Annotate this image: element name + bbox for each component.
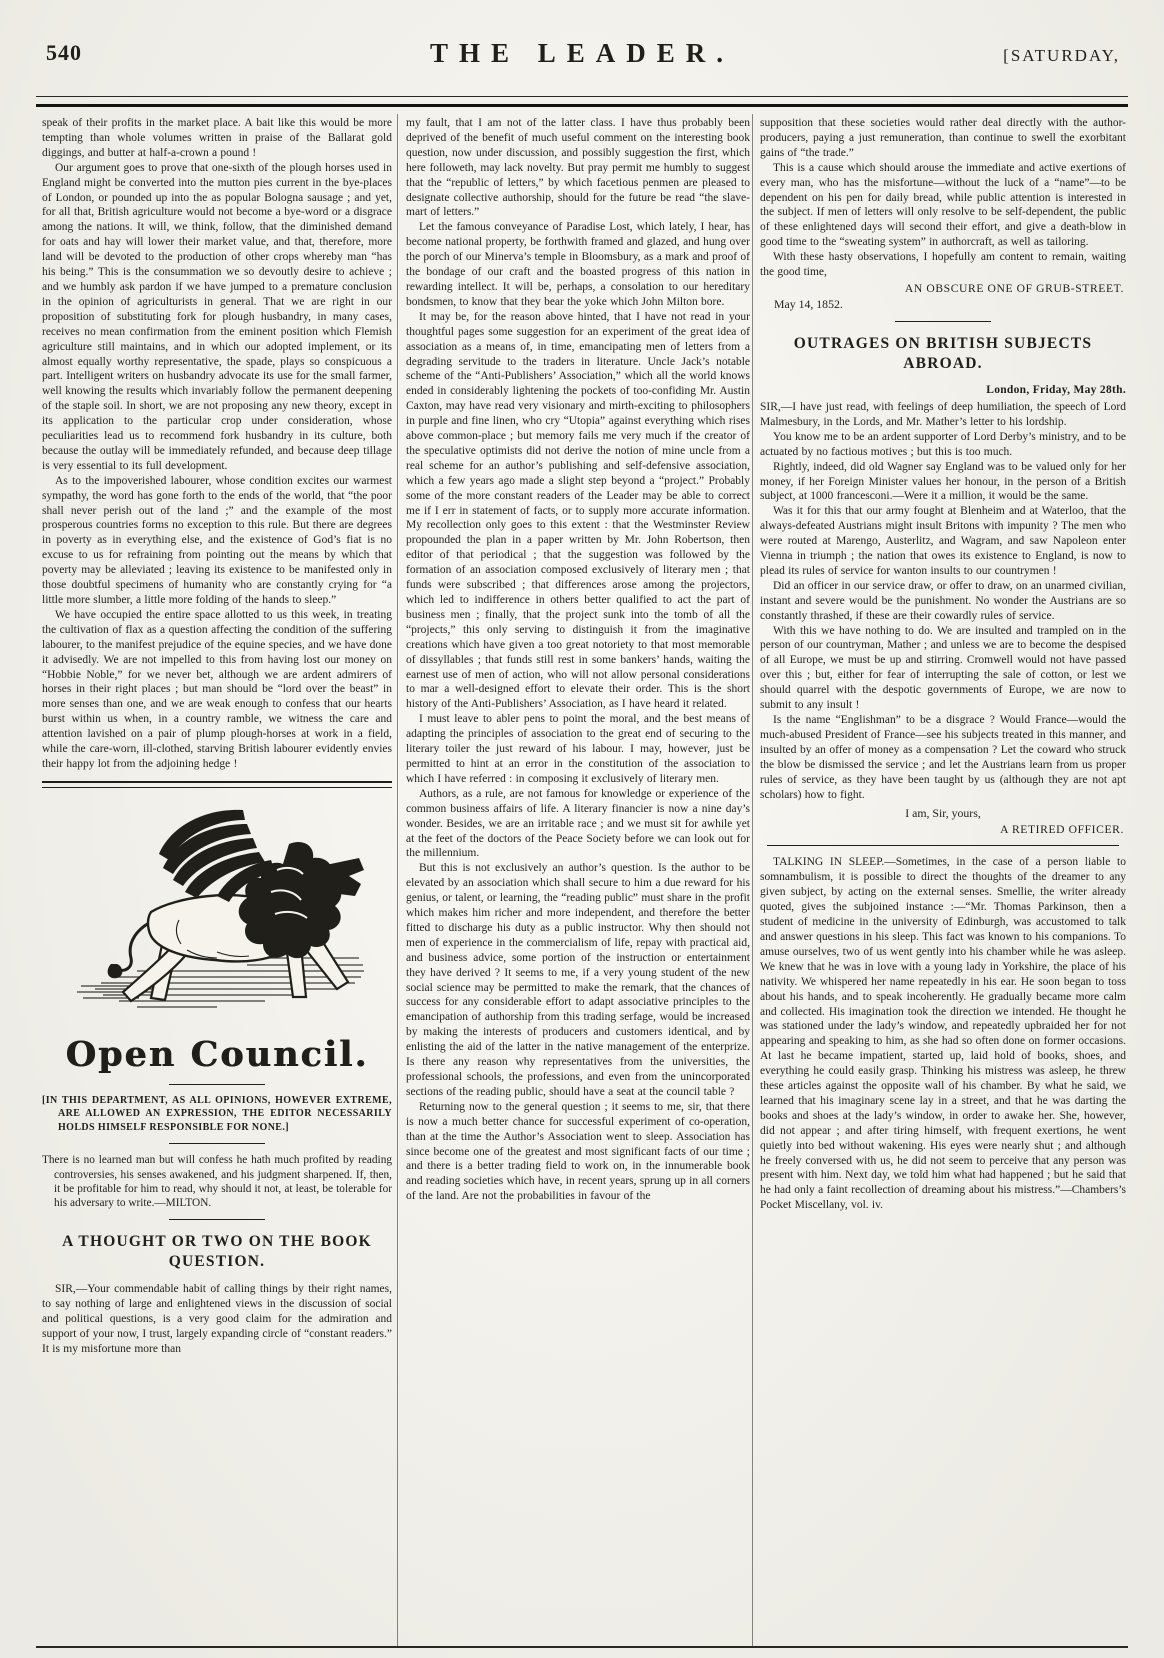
letter-date: May 14, 1852.	[774, 296, 843, 311]
letter-paragraph: Let the famous conveyance of Paradise Lost, which lately, I hear, has become national property, be forthwith framed and glazed, and hung over the porch of our Minerva’s temple in Bloomsbury, as a mark and proof of the bondage of our craft and the boasted progress of this nation in rewarding intellect. It will be, perhaps, a consolation to our hereditary bondsmen, to know that they bear the yoke which John Milton bore.	[406, 221, 750, 308]
letter-paragraph: Is the name “Englishman” to be a disgrace ? Would France—would the much-abused President of France—see his subjects treated in this manner, and insulted by an offer of money as a compensation ? Let the coward who struck the blow be dismissed the service ; and let the Austrians learn from us proper rules of service, as they have been taught by us (although they are not apt scholars) how to fight.	[760, 714, 1126, 801]
ornament-rule	[169, 1084, 265, 1085]
letter-paragraph: my fault, that I am not of the latter class. I have thus probably been deprived of the benefit of much useful comment on the interesting book question, now under discussion, and possibly suggestion the first, which here followeth, may lack novelty. But pray permit me humbly to suggest that the “republic of letters,” by which facetious penmen are pleased to designate collective authorship, should for the future be read “the slave-mart of letters.”	[406, 117, 750, 219]
letter-paragraph: SIR,—I have just read, with feelings of deep humiliation, the speech of Lord Malmesbury, in the Lords, and Mr. Mather’s letter to his lordship.	[760, 400, 1126, 428]
letter-paragraph: Did an officer in our service draw, or offer to draw, on an unarmed civilian, instant and severe would be the punishment. No wonder the Austrians are so constantly thrashed, if these are their cowardly rules of service.	[760, 579, 1126, 622]
letter-paragraph: But this is not exclusively an author’s question. Is the author to be elevated by an association which shall secure to him a due reward for his genius, or talent, or learning, the “reading public” must share in the profit which makes him richer and more independent, and therefore the better fitted to discharge his duty as a public instructor. Why then should not men of experience in the commercialism of life, repay with practical aid, and business advice, some portion of the instruction or entertainment they have derived ? It seems to me, if a very young student of the new social science may be permitted to make the remark, that the chances of success for any considerable effort to adapt associative principles to the emancipation of authorship from this trading serfage, would be increased by making the interests of producers and customers identical, and by enlisting the aid of the latter in the native management of the enterprize. Is there any reason why representatives from the universities, the professional schools, the professions, and even from the unincorporated sections of the reading public, should have a seat at the council table ?	[406, 862, 750, 1098]
letter-valediction: I am, Sir, yours,	[905, 806, 981, 821]
section-divider-rule	[42, 781, 392, 788]
newspaper-title: THE LEADER.	[429, 38, 735, 68]
page-bottom-rule	[36, 1646, 1128, 1648]
ornament-rule	[895, 321, 991, 322]
article-paragraph: speak of their profits in the market place. A bait like this would be more tempting than whole volumes written in praise of the Ballarat gold diggings, and butter at half-a-crown a pound !	[42, 117, 392, 159]
talking-in-sleep-item: TALKING IN SLEEP.—Sometimes, in the case of a person liable to somnambulism, it is possible to direct the thoughts of the dreamer to any given subject, by acting on the external senses. Smellie, the writer already quoted, gives the subjoined instance :—“Mr. Thomas Parkinson, then a student of medicine in the university of Edinburgh, was accustomed to talk and answer questions in his sleep. This fact was known to his companions. To amuse ourselves, two of us went gently into his chamber while he was asleep. We knew that he was in love with a young lady in Yorkshire, the place of his nativity. We whispered her name repeatedly in his ear. He soon began to toss about his hands, and to speak incoherently. He gradually became more calm and collected. His imagination took the direction we intended. He thought he was stationed under the lady’s window, and repeatedly upbraided her for not appearing and speaking to him, as she had so often done on former occasions. At last he became impatient, started up, laid hold of books, shoes, and everything he could easily grasp. Thinking his mistress was asleep, he threw these articles against the opposite wall of his chamber. By what he said, we learned that his imaginary scene lay in a street, and that he was darting the books and shoes at the lady’s window, in order to awake her. She, however, did not appear ; and after tiring himself, with frequent exertions, he went quietly into bed without wakening. His eyes were nearly shut ; and although he freely conversed with us, he did not seem to perceive that any person was present with him. Next day, we told him what had happened ; but he said that he had only a faint recollection of dreaming about his mistress.”—Chambers’s Pocket Miscellany, vol. iv.	[760, 856, 1126, 1212]
letter-dateline: London, Friday, May 28th.	[986, 383, 1126, 396]
article-paragraph: As to the impoverished labourer, whose condition excites our warmest sympathy, the word has gone forth to the ends of the world, that “the poor shall never perish out of the land ;” and the example of the most prosperous countries forms no exception to this rule. But there are degrees in poverty as in everything else, and the existence of God’s fiat is no excuse to us for refraining from pointing out the means by which that poverty may be alleviated ; leaving its existence to be manifested only in those doubtful specimens of humanity who are constantly crying for “a little more slumber, a little more folding of the hands to sleep.”	[42, 474, 392, 606]
article-paragraph: Our argument goes to prove that one-sixth of the plough horses used in England might be converted into the mutton pies current in the bye-places of London, or pounded up into the as popular Bologna sausage ; and yet, for all that, British agriculture would not become a bye-word or a disgrace among the nations. It will, we think, follow, that the diminished demand for oats and hay will lower their market value, and that, therefore, more land will be devoted to the production of other crops whereby man “has his being.” This is the consummation we so devoutly desire to achieve ; and we humbly ask pardon if we have jumped to a premature conclusion in the opinion of agriculturists in general. That we are right in our proposition of substituting fork for plough husbandry, in many cases, receives no mean confirmation from the eminent position which Flemish agriculture still maintains, and in which our adopted implement, or its almost equally worthy representative, the spade, plays so conspicuous a part. Intelligent writers on husbandry advocate its use for the small farmer, well knowing the results which invariably follow the permanent deepening of the staple soil. In short, we are not proposing any new theory, except in its application to the particular crop under consideration, whose peculiarities lead us to recommend fork husbandry in its culture, both because the outlay will be immediately refunded, and because deep tillage is very essential to its full development.	[42, 161, 392, 472]
letter-paragraph: Was it for this that our army fought at Blenheim and at Waterloo, that the always-defeated Austrians might insult Britons with impunity ? The men who were routed at Marengo, Austerlitz, and Wagram, and saw Napoleon enter Vienna in triumph ; the nation that owes its existence to England, is now to plead its rules of service for wanton insults to our countrymen !	[760, 505, 1126, 577]
column-rule	[397, 114, 398, 1646]
outrages-heading: OUTRAGES ON BRITISH SUBJECTS ABROAD.	[793, 334, 1093, 372]
letter-paragraph: It may be, for the reason above hinted, that I have not read in your thoughtful pages some suggestion for an experiment of the great idea of association as a means of, in time, emancipating men of letters from a degrading servitude to the traders in literature. Uncle Jack’s notable scheme of the “Anti-Publishers’ Association,” which all the world knows ended in considerably lightening the pockets of too-confiding Mr. Austin Caxton, may have read very visionary and mirth-exciting to philosophers in purple and fine linen, who cry “Utopia” against everything which rises above common-place ; but memory fails me very much if the creator of the speculative optimists did not derive the notion of mine uncle from a real scheme for an author’s publishing and self-defensive association, which a few years ago made a slight step beyond a “project.” Probably some of the more constant readers of the Leader may be able to correct me if I err in statement of facts, or to supply more accurate information. My recollection only goes to this extent : that the Westminster Review propounded the plan in a paper written by Mr. John Robertson, then editor of that periodical ; that the suggestion was followed by the formation of an association composed exclusively of literary men ; that funds were subscribed ; that differences arose among the projectors, which led to indifference in others better qualified to act the part of business men ; finally, that the project sunk into the tomb of all the “projects,” this only serving to distinguish it from the imaginative creations which have given a too great notoriety to that most memorable of dissyllables ; that funds still rest in some bankers’ hands, waiting the earnest use of men of action, who will not allow personal considerations to mar a well-designed effort to elevate their order. This is the short history of the Anti-Publishers’ Association, as I have heard it related.	[406, 310, 750, 711]
letter-paragraph: SIR,—Your commendable habit of calling things by their right names, to say nothing of large and enlightened views in the discussion of social and political questions, is a very good claim for the admiration and support of your now, I trust, largely expanding circle of “constant readers.” It is my misfortune more than	[42, 1283, 392, 1355]
letter-signature: A RETIRED OFFICER.	[1000, 823, 1124, 837]
issue-date-marker: [SATURDAY,	[1003, 46, 1120, 65]
winged-lion-illustration	[67, 800, 367, 1030]
article-paragraph: We have occupied the entire space allotted to us this week, in treating the cultivation of flax as a question affecting the condition of the suffering labourer, to the manifest prejudice of the equine species, and we have done it advisedly. We are not impelled to this from having lost our money on “Hobbie Noble,” for we never bet, although we are ardent admirers of horses in their right places ; but man should be “lord over the beast” in more senses than one, and we are weak enough to confess that our hearts burst within us when, in a country ramble, we witness the care and attention lavished on a pair of plump plough-horses at work in a field, while the care-worn, ill-clothed, starving British labourer evidently envies their happy lot from the adjoining hedge !	[42, 608, 392, 770]
letter-paragraph: Authors, as a rule, are not famous for knowledge or experience of the common business affairs of life. A literary financier is now a nine day’s wonder. Besides, we are an irritable race ; and we must sit for awhile yet at the feet of the doctors of the Peace Society before we can look out for the millennium.	[406, 787, 750, 860]
book-question-heading: A THOUGHT OR TWO ON THE BOOK QUESTION.	[62, 1233, 372, 1271]
letter-paragraph: I must leave to abler pens to point the moral, and the best means of adapting the principles of association to the great end of securing to the literary toiler the just reward of his labour. I may, however, just be permitted to hint at an error in the constitution of the association to which I have referred : in composing it exclusively of literary men.	[406, 713, 750, 785]
section-divider-rule	[767, 845, 1118, 846]
letter-paragraph: With this we have nothing to do. We are insulted and trampled on in the person of our countryman, Mather ; and unless we are to become the despised of all Europe, we must be up and stirring. Cromwell would not have passed over this ; but, either for fear of interrupting the sale of cotton, or lest we should quarrel with the despotic governments of Europe, we are now to submit to any insult !	[760, 624, 1126, 712]
open-council-heading: Open Council.	[65, 1033, 369, 1075]
ornament-rule	[169, 1143, 265, 1144]
right-column	[760, 116, 1126, 1213]
letter-paragraph: You know me to be an ardent supporter of Lord Derby’s ministry, and to be actuated by no factious motives ; but this is too much.	[760, 430, 1126, 458]
left-column	[42, 116, 392, 1357]
milton-epigraph: There is no learned man but will confess he hath much profited by reading controversies, his senses awakened, and his judgment sharpened. If, then, it be profitable for him to read, why should it not, at least, be tolerable for his adversary to write.—MILTON.	[42, 1154, 392, 1209]
letter-paragraph: With these hasty observations, I hopefully am content to remain, waiting the good time,	[760, 251, 1126, 279]
letter-paragraph: Returning now to the general question ; it seems to me, sir, that there is now a much better chance for successful experiment of co-operation, than at the time the Author’s Association went to sleep. Association has since become one of the greatest and most significant facts of our time ; and there is a better trading field to work on, in the innumerable book and reading societies which have, in recent years, sprung up in all corners of the land. Are not the probabilities in favour of the	[406, 1100, 750, 1203]
letter-paragraph: Rightly, indeed, did old Wagner say England was to be valued only for her money, if her Foreign Minister values her honour, in the person of a British subject, at 1000 francesconi.—Were it a million, it would be the same.	[760, 460, 1126, 503]
page-number: 540	[46, 40, 82, 65]
masthead-rule	[36, 96, 1128, 107]
column-rule	[752, 114, 753, 1646]
letter-paragraph: This is a cause which should arouse the immediate and active exertions of every man, who has the misfortune—without the luck of a “name”—to be dependent on his pen for daily bread, while public attention is interested in the subject. If men of letters will only resolve to be self-dependent, the public of these enlightened days will second their effort, and give a death-blow in good time to the “sweating system” in authorcraft, as well as tailoring.	[760, 161, 1126, 249]
editor-note: [IN THIS DEPARTMENT, AS ALL OPINIONS, HOWEVER EXTREME, ARE ALLOWED AN EXPRESSION, THE EDITOR NECESSARILY HOLDS HIMSELF RESPONSIBLE FOR NONE.]	[42, 1094, 392, 1133]
middle-column	[406, 116, 750, 1204]
letter-paragraph: supposition that these societies would rather deal directly with the author-producers, paying a just remuneration, than continue to swell the exorbitant gains of “the trade.”	[760, 117, 1126, 159]
letter-signature: AN OBSCURE ONE OF GRUB-STREET.	[904, 281, 1124, 295]
ornament-rule	[169, 1219, 265, 1220]
